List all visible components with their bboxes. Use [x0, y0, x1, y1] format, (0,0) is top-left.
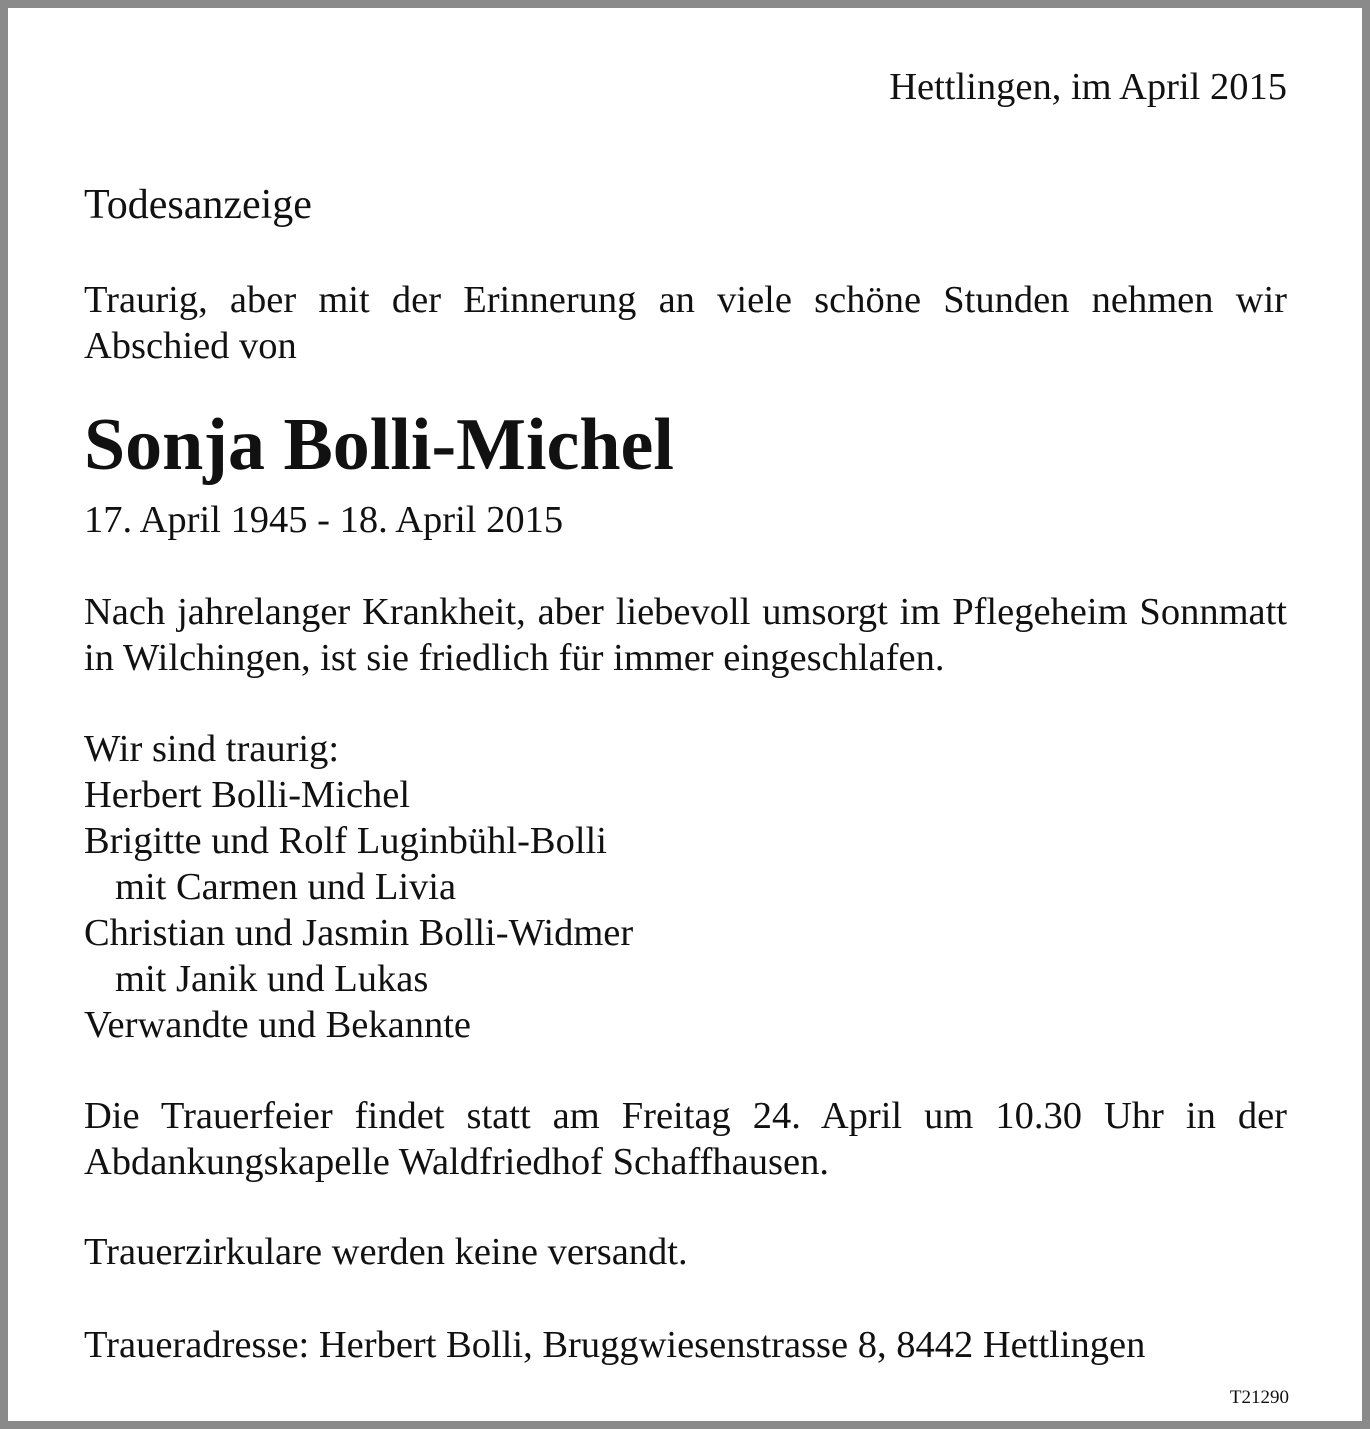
mourners-list	[84, 726, 633, 1048]
mourning-address: Traueradresse: Herbert Bolli, Bruggwiesenstrasse 8, 8442 Hettlingen	[84, 1324, 1146, 1366]
mourners-lead: Wir sind traurig:	[84, 728, 340, 770]
mourner-line: Verwandte und Bekannte	[84, 1004, 472, 1046]
circulars-note: Trauerzirkulare werden keine versandt.	[84, 1231, 688, 1273]
intro-text: Traurig, aber mit der Erinnerung an viele schöne Stunden nehmen wir Abschied von	[84, 279, 1287, 367]
place-date: Hettlingen, im April 2015	[889, 66, 1287, 108]
deceased-name: Sonja Bolli-Michel	[84, 404, 674, 486]
mourner-line: mit Carmen und Livia	[115, 866, 457, 908]
mourner-line: Brigitte und Rolf Luginbühl-Bolli	[84, 820, 607, 862]
ad-code: T21290	[1229, 1387, 1289, 1408]
mourner-line: Christian und Jasmin Bolli-Widmer	[84, 912, 634, 954]
life-dates: 17. April 1945 - 18. April 2015	[84, 499, 564, 541]
notice-heading: Todesanzeige	[84, 182, 312, 228]
illness-paragraph: Nach jahrelanger Krankheit, aber liebevoll umsorgt im Pflegeheim Sonnmatt in Wilchingen, ist sie friedlich für immer eingeschlafen.	[84, 591, 1287, 679]
mourner-line: mit Janik und Lukas	[115, 958, 429, 1000]
service-paragraph: Die Trauerfeier findet statt am Freitag 24. April um 10.30 Uhr in der Abdankungskapelle Waldfriedhof Schaffhausen.	[84, 1095, 1287, 1183]
mourner-line: Herbert Bolli-Michel	[84, 774, 411, 816]
